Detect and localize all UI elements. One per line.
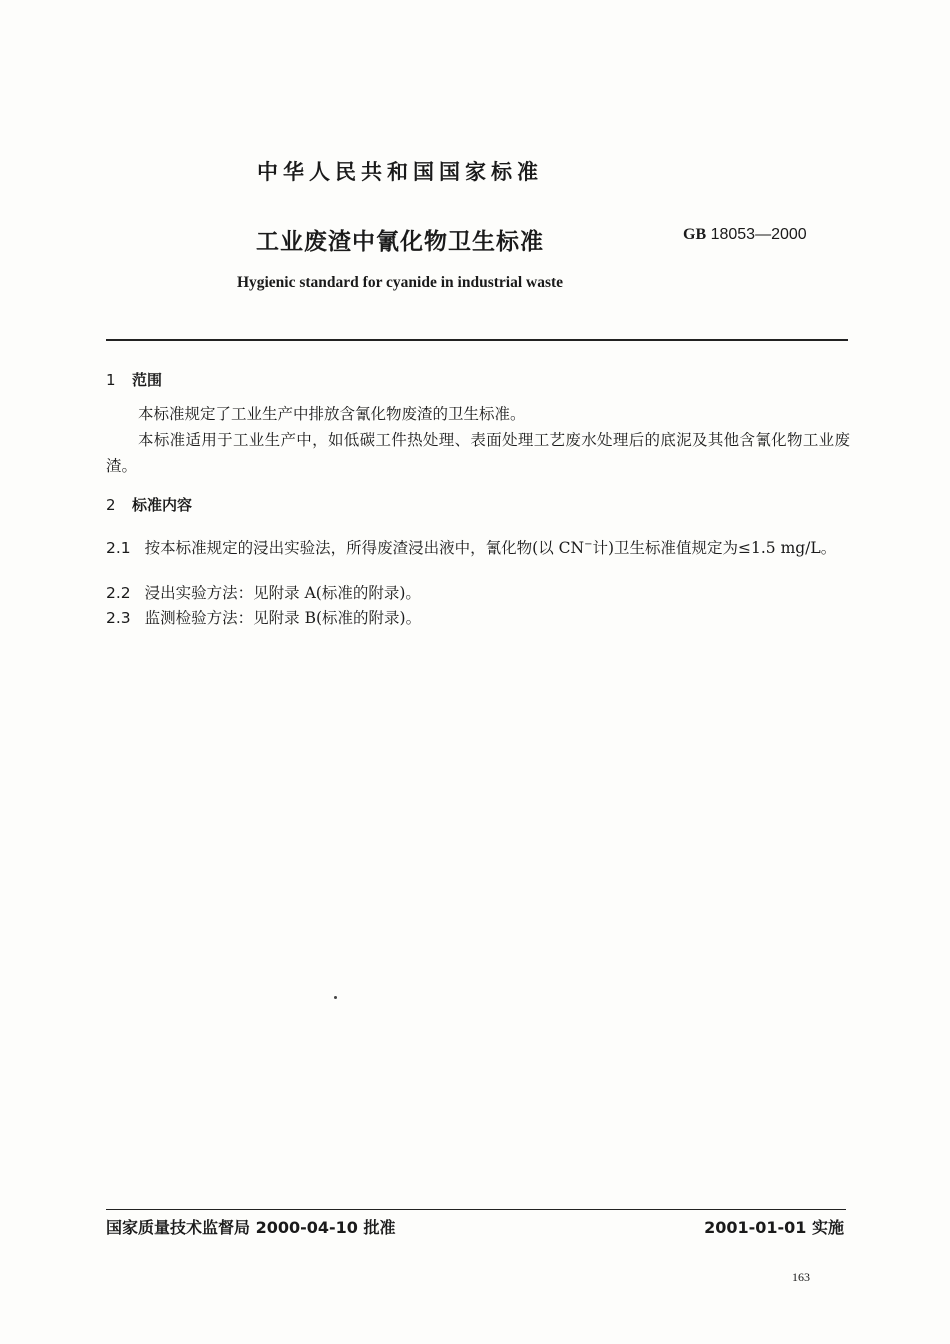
section-label: 标准内容	[132, 496, 193, 514]
page-number: 163	[792, 1270, 810, 1284]
clause-number: 2.1	[106, 539, 131, 558]
section-1-heading	[106, 369, 162, 390]
national-standard-heading: 中华人民共和国国家标准	[257, 160, 543, 184]
effective-date-line: 2001-01-01 实施	[704, 1218, 844, 1237]
approval-line: 国家质量技术监督局 2000-04-10 批准	[106, 1218, 396, 1237]
document-title: 工业废渣中氰化物卫生标准	[256, 229, 544, 255]
standard-code: 18053—2000	[710, 226, 807, 243]
header-divider	[106, 339, 848, 341]
clause-2-3	[106, 605, 850, 631]
footer-divider	[106, 1209, 846, 1210]
clause-2-2	[106, 580, 850, 606]
section-number: 2	[106, 496, 116, 514]
clause-text: 按本标准规定的浸出实验法，所得废渣浸出液中，氰化物(以 CN	[144, 539, 585, 558]
clause-number: 2.3	[106, 609, 131, 627]
standard-prefix: GB	[683, 226, 707, 243]
scope-paragraph-2: 本标准适用于工业生产中，如低碳工件热处理、表面处理工艺废水处理后的底泥及其他含氰化物工业废渣。	[106, 431, 850, 475]
section-2-heading	[106, 494, 192, 515]
clause-text: 监测检验方法：见附录 B(标准的附录)。	[144, 609, 422, 627]
clause-text-cont: 计)卫生标准值规定为≤1.5 mg/L。	[592, 539, 837, 558]
section-label: 范围	[132, 371, 163, 389]
english-title: Hygienic standard for cyanide in industrial waste	[236, 274, 564, 291]
clause-text: 浸出实验方法：见附录 A(标准的附录)。	[144, 584, 421, 602]
standard-number	[683, 226, 807, 244]
section-number: 1	[106, 371, 116, 389]
scope-paragraph-1: 本标准规定了工业生产中排放含氰化物废渣的卫生标准。	[138, 405, 526, 423]
clause-number: 2.2	[106, 584, 131, 602]
clause-2-1	[106, 532, 850, 561]
scan-speck	[334, 996, 337, 999]
superscript-minus: −	[584, 539, 593, 550]
